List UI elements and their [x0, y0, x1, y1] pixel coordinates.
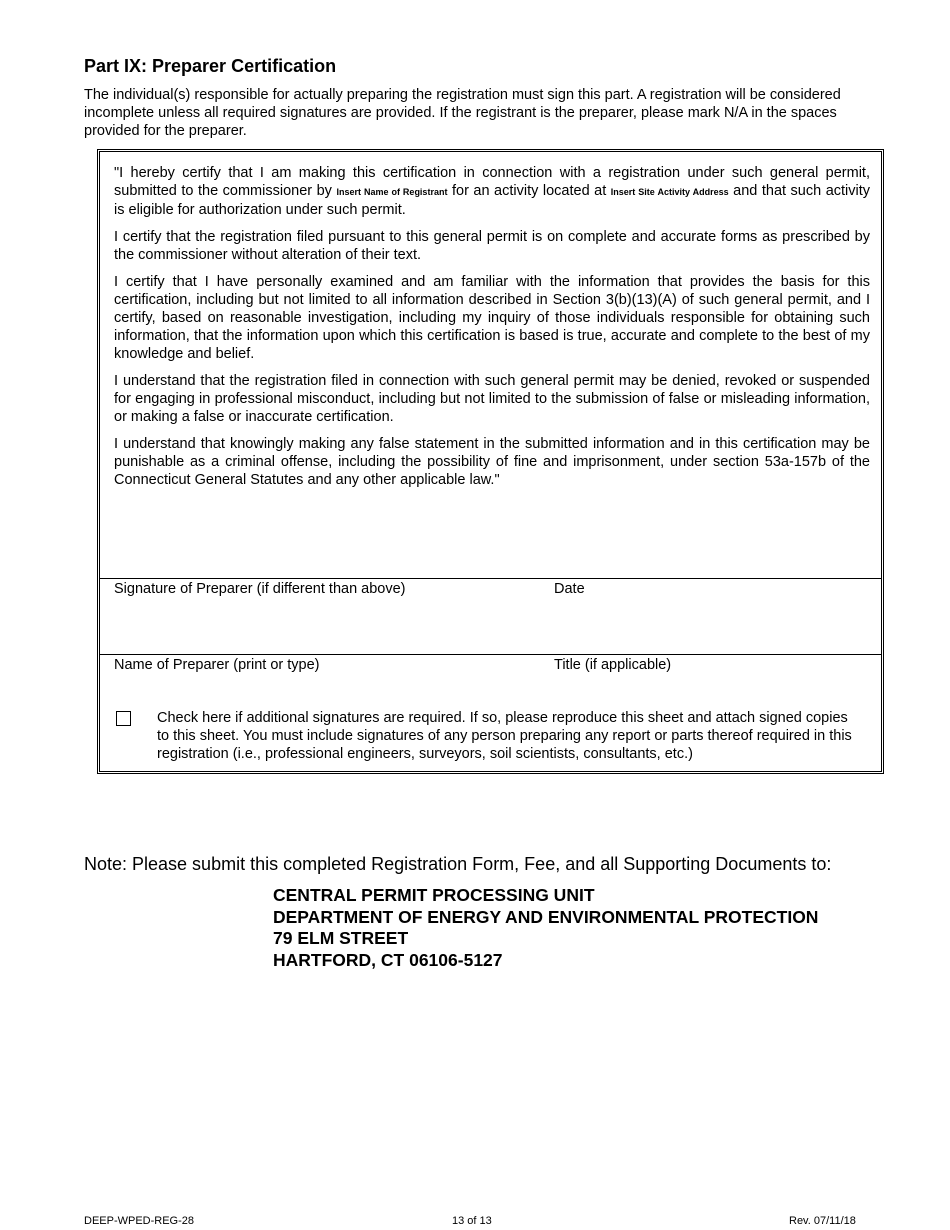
certification-text — [114, 164, 870, 498]
certification-paragraph-2: I certify that the registration filed pursuant to this general permit is on complete and accurate forms as prescribed by the commissioner without alteration of their text. — [114, 229, 870, 263]
address-line-4: HARTFORD, CT 06106-5127 — [273, 949, 503, 970]
name-line[interactable] — [100, 654, 881, 655]
submission-note: Note: Please submit this completed Registration Form, Fee, and all Supporting Documents to: — [84, 854, 832, 874]
page-number: 13 of 13 — [452, 1215, 492, 1227]
intro-paragraph: The individual(s) responsible for actually preparing the registration must sign this part. A registration will be considered incomplete unless all required signatures are provided. If the registrant is the preparer, please mark N/A in the spaces provided for the preparer. — [84, 87, 841, 139]
site-address-field[interactable]: Insert Site Activity Address — [610, 187, 729, 197]
additional-signatures-text: Check here if additional signatures are required. If so, please reproduce this sheet and attach signed copies to this sheet. You must include signatures of any person preparing any report or parts thereof required in this registration (i.e., professional engineers, surveyors, soil scientists, consultants, etc.) — [157, 710, 852, 762]
certification-text-part: for an activity located at — [447, 183, 611, 199]
address-line-3: 79 ELM STREET — [273, 928, 409, 948]
certification-paragraph-4: I understand that the registration filed in connection with such general permit may be denied, revoked or suspended for engaging in professional misconduct, including but not limited to the submission of false or misleading information, or making a false or inaccurate certification. — [114, 373, 870, 425]
revision-date: Rev. 07/11/18 — [789, 1215, 856, 1227]
date-label: Date — [554, 581, 585, 597]
address-line-1: CENTRAL PERMIT PROCESSING UNIT — [273, 885, 595, 905]
signature-line[interactable] — [100, 578, 881, 579]
title-label: Title (if applicable) — [554, 657, 672, 673]
certification-paragraph-3: I certify that I have personally examined and am familiar with the information that provides the basis for this certification, including but not limited to all information described in Section 3(b)(13)(A) of such general permit, and I certify, based on reasonable investigation, including my inquiry of those individuals responsible for obtaining such information, that the information upon which this certification is based is true, accurate and complete to the best of my knowledge and belief. — [114, 274, 870, 362]
address-line-2: DEPARTMENT OF ENERGY AND ENVIRONMENTAL PROTECTION — [273, 906, 819, 927]
preparer-name-label: Name of Preparer (print or type) — [114, 657, 320, 673]
form-id: DEEP-WPED-REG-28 — [84, 1215, 195, 1227]
certification-paragraph-1 — [114, 164, 870, 219]
signature-label: Signature of Preparer (if different than above) — [114, 581, 406, 597]
page-title: Part IX: Preparer Certification — [84, 56, 337, 76]
registrant-name-field[interactable]: Insert Name of Registrant — [336, 187, 448, 197]
mailing-address — [273, 885, 818, 971]
certification-text-part: "I hereby certify that I am making this certification in connection with a registration under such general permit, submitted to the commissioner by — [114, 165, 870, 199]
certification-box — [97, 149, 884, 774]
certification-paragraph-5: I understand that knowingly making any false statement in the submitted information and in this certification may be punishable as a criminal offense, including the possibility of fine and imprisonment, under section 53a-157b of the Connecticut General Statutes and any other applicable law." — [114, 436, 870, 488]
additional-signatures-checkbox[interactable] — [116, 711, 131, 726]
certification-text-part: and that such activity is eligible for authorization under such permit. — [114, 183, 871, 218]
